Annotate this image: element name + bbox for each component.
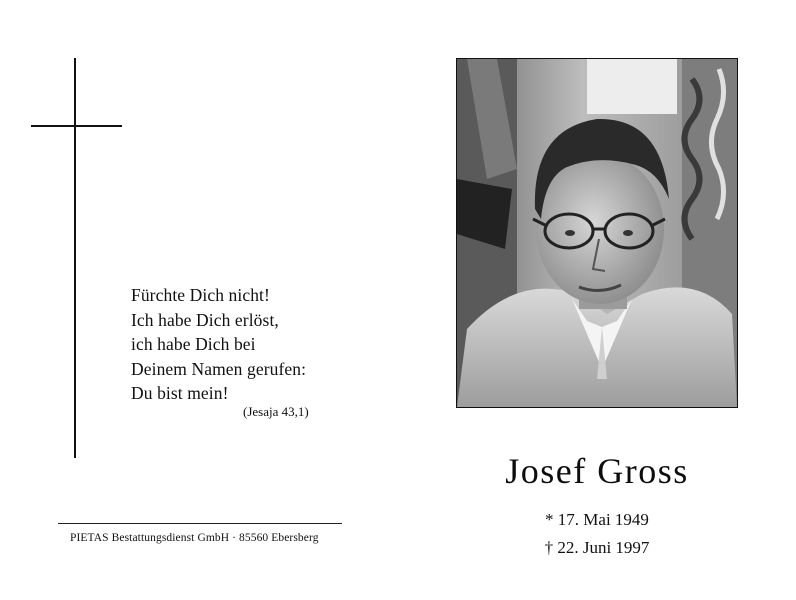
verse-line: Du bist mein! — [131, 383, 229, 404]
portrait-illustration — [457, 59, 737, 407]
bible-verse — [131, 283, 361, 406]
verse-line: Fürchte Dich nicht! — [131, 285, 270, 305]
cross-vertical-bar — [74, 58, 76, 458]
portrait-photo — [456, 58, 738, 408]
verse-reference: (Jesaja 43,1) — [243, 404, 309, 419]
deceased-name: Josef Gross — [505, 451, 689, 491]
verse-line: ich habe Dich bei — [131, 334, 256, 355]
birth-date: * 17. Mai 1949 — [545, 510, 649, 529]
funeral-home-footer: PIETAS Bestattungsdienst GmbH · 85560 Ebersberg — [70, 532, 319, 544]
cross-horizontal-bar — [31, 125, 122, 127]
verse-line: Deinem Namen gerufen: — [131, 358, 307, 379]
verse-line: Ich habe Dich erlöst, — [131, 309, 279, 330]
death-date: † 22. Juni 1997 — [544, 538, 650, 557]
footer-divider — [58, 523, 342, 524]
